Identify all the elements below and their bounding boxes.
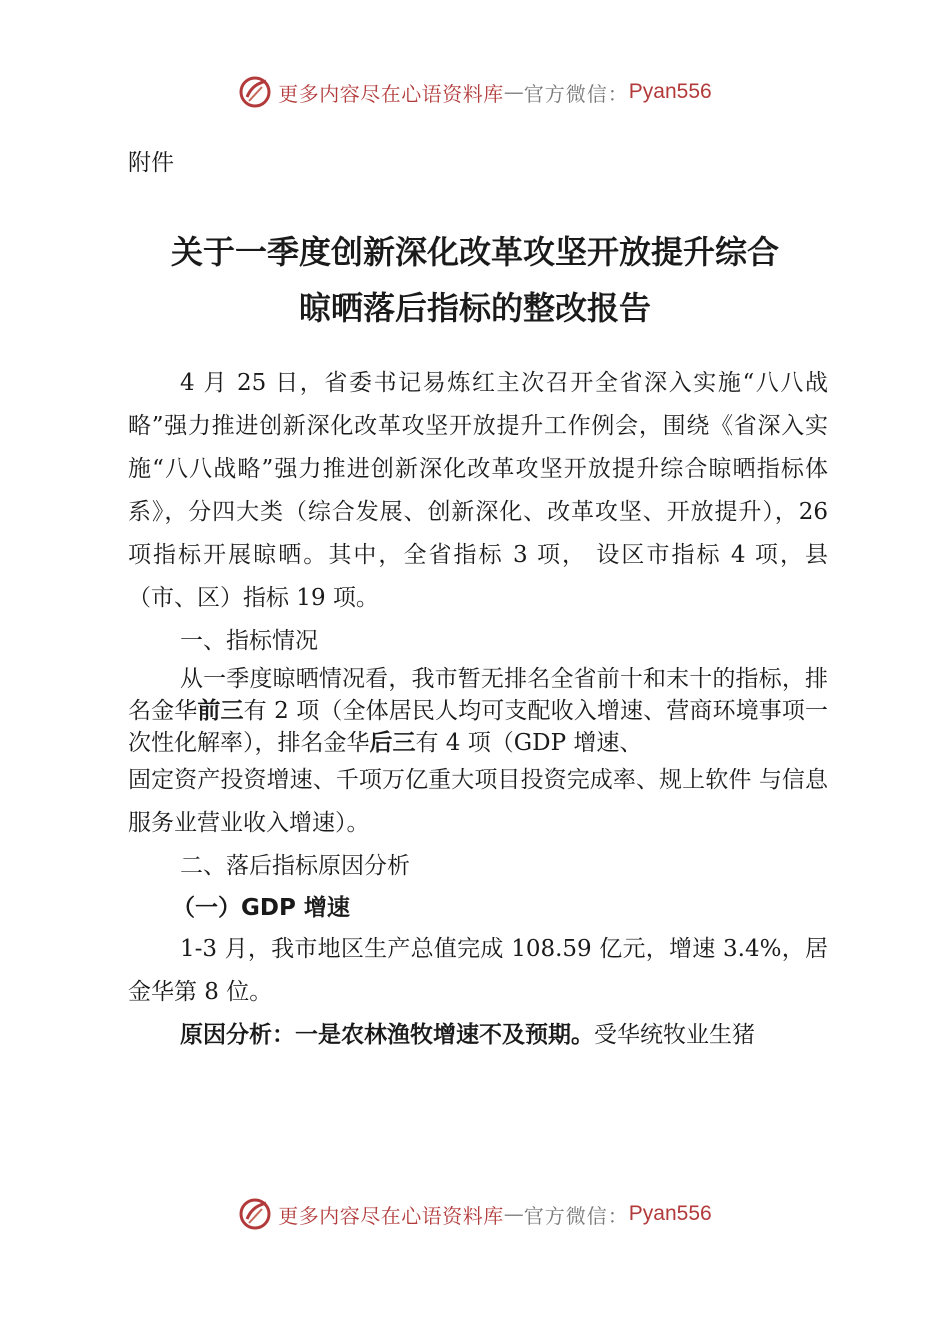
- banner-wechat-id: Pyan556: [628, 80, 712, 103]
- document-title: [100, 224, 850, 336]
- section-2-heading: 二、落后指标原因分析: [180, 853, 410, 879]
- banner-site-name: 更多内容尽在心语资料库: [278, 81, 504, 106]
- section-1-text-3: 有 4 项（GDP 增速、: [415, 730, 643, 756]
- banner-wechat-label: 官方微信：: [523, 81, 629, 106]
- header-banner: [0, 70, 950, 114]
- gdp-paragraph: 1-3 月，我市地区生产总值完成 108.59 亿元，增速 3.4%，居金华第 8 位。: [128, 936, 828, 1005]
- logo-icon: [238, 75, 272, 109]
- section-1-text-2: 有 2 项（全体居民人均可支配收入增速、营商环境事项一次性化解率），排名金华: [128, 698, 828, 756]
- section-1-text-1: 从一季度晾晒情况看，我市暂无排名全省前十和末十的指标，排名金华: [128, 666, 828, 724]
- banner-site-name: 更多内容尽在心语资料库: [278, 1203, 504, 1228]
- document-body: [128, 362, 828, 1057]
- reason-paragraph: [128, 1014, 828, 1057]
- subsection-1-heading: （一）GDP 增速: [172, 895, 350, 921]
- top-three-label: 前三: [197, 698, 244, 724]
- title-line-2: 晾晒落后指标的整改报告: [298, 289, 651, 327]
- intro-paragraph: 4 月 25 日，省委书记易炼红主次召开全省深入实施“八八战略”强力推进创新深化改革攻坚开放提升工作例会，围绕《省深入实施“八八战略”强力推进创新深化改革攻坚开放提升综合晾晒指标体系》，分四大类（综合发展、创新深化、改革攻坚、开放提升），26 项指标开展晾晒。其中，全省指标 3 项， 设区市指标 4 项，县（市、区）指标 19 项。: [128, 370, 828, 611]
- section-1-paragraph: [128, 663, 828, 759]
- reason-point-1: 一是农林渔牧增速不及预期。: [295, 1022, 594, 1048]
- appendix-label: 附件: [128, 150, 174, 176]
- banner-wechat-label: 官方微信：: [523, 1203, 629, 1228]
- banner-wechat-id: Pyan556: [628, 1202, 712, 1225]
- reason-text: 受华统牧业生猪: [594, 1022, 755, 1048]
- logo-icon: [238, 1197, 272, 1231]
- section-1-heading: 一、指标情况: [180, 628, 318, 654]
- footer-banner: [0, 1192, 950, 1236]
- bottom-three-label: 后三: [369, 730, 416, 756]
- reason-label: 原因分析：: [180, 1022, 295, 1048]
- title-line-1: 关于一季度创新深化改革攻坚开放提升综合: [170, 233, 779, 271]
- banner-dash: —: [503, 1202, 524, 1226]
- section-1-continuation: 固定资产投资增速、千项万亿重大项目投资完成率、规上软件 与信息服务业营业收入增速）。: [128, 767, 828, 836]
- banner-dash: —: [503, 80, 524, 104]
